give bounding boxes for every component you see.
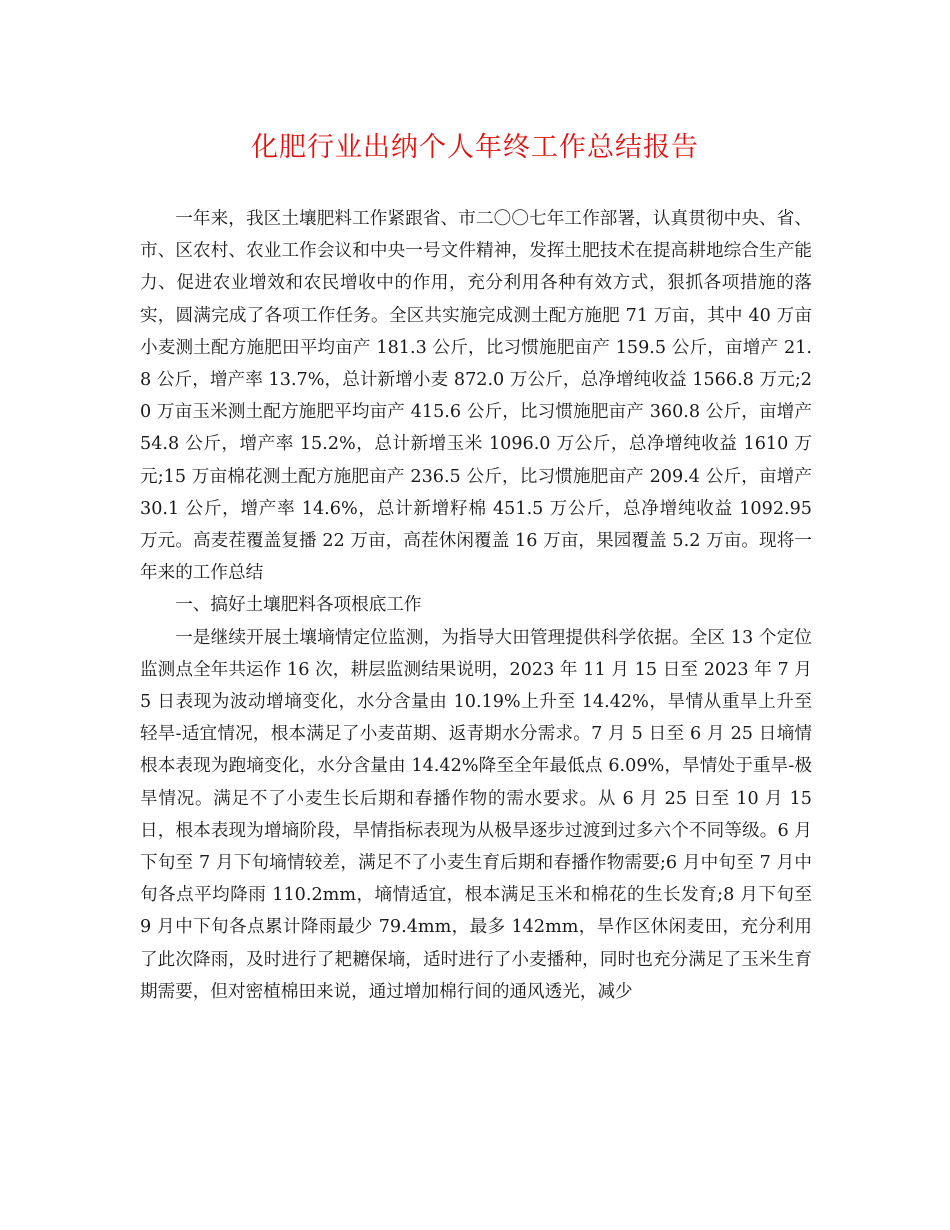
paragraph-intro: 一年来，我区土壤肥料工作紧跟省、市二〇〇七年工作部署，认真贯彻中央、省、市、区农村、农业工作会议和中央一号文件精神，发挥土肥技术在提高耕地综合生产能力、促进农业增效和农民增收中的作用，充分利用各种有效方式，狠抓各项措施的落实，圆满完成了各项工作任务。全区共实施完成测土配方施肥 71 万亩，其中 40 万亩小麦测土配方施肥田平均亩产 181.3 公斤，比习惯施肥亩产 159.5 公斤，亩增产 21.8 公斤，增产率 13.7%，总计新增小麦 872.0 万公斤，总净增纯收益 1566.8 万元;20 万亩玉米测土配方施肥平均亩产 415.6 公斤，比习惯施肥亩产 360.8 公斤，亩增产 54.8 公斤，增产率 15.2%，总计新增玉米 1096.0 万公斤，总净增纯收益 1610 万元;15 万亩棉花测土配方施肥亩产 236.5 公斤，比习惯施肥亩产 209.4 公斤，亩增产 30.1 公斤，增产率 14.6%，总计新增籽棉 451.5 万公斤，总净增纯收益 1092.95 万元。高麦茬覆盖复播 22 万亩，高茬休闲覆盖 16 万亩，果园覆盖 5.2 万亩。现将一年来的工作总结 [140, 209, 812, 584]
section-heading-1: 一、搞好土壤肥料各项根底工作 [175, 595, 422, 616]
paragraph-soil-moisture: 一是继续开展土壤墒情定位监测，为指导大田管理提供科学依据。全区 13 个定位监测点全年共运作 16 次，耕层监测结果说明，2023 年 11 月 15 日至 2023 年 7 月 5 日表现为波动增墒变化，水分含量由 10.19%上升至 14.42%，旱情从重旱上升至轻旱-适宜情况，根本满足了小麦苗期、返青期水分需求。7 月 5 日至 6 月 25 日墒情根本表现为跑墒变化，水分含量由 14.42%降至全年最低点 6.09%，旱情处于重旱-极旱情况。满足不了小麦生长后期和春播作物的需水要求。从 6 月 25 日至 10 月 15 日，根本表现为增墒阶段，旱情指标表现为从极旱逐步过渡到过多六个不同等级。6 月下旬至 7 月下旬墒情较差，满足不了小麦生育后期和春播作物需要;6 月中旬至 7 月中旬各点平均降雨 110.2mm，墒情适宜，根本满足玉米和棉花的生长发育;8 月下旬至 9 月中下旬各点累计降雨最少 79.4mm，最多 142mm，旱作区休闲麦田，充分利用了此次降雨，及时进行了耙耱保墒，适时进行了小麦播种，同时也充分满足了玉米生育期需要，但对密植棉田来说，通过增加棉行间的通风透光，减少 [140, 627, 812, 1002]
document-title: 化肥行业出纳个人年终工作总结报告 [251, 132, 699, 163]
document-body [140, 203, 812, 1008]
